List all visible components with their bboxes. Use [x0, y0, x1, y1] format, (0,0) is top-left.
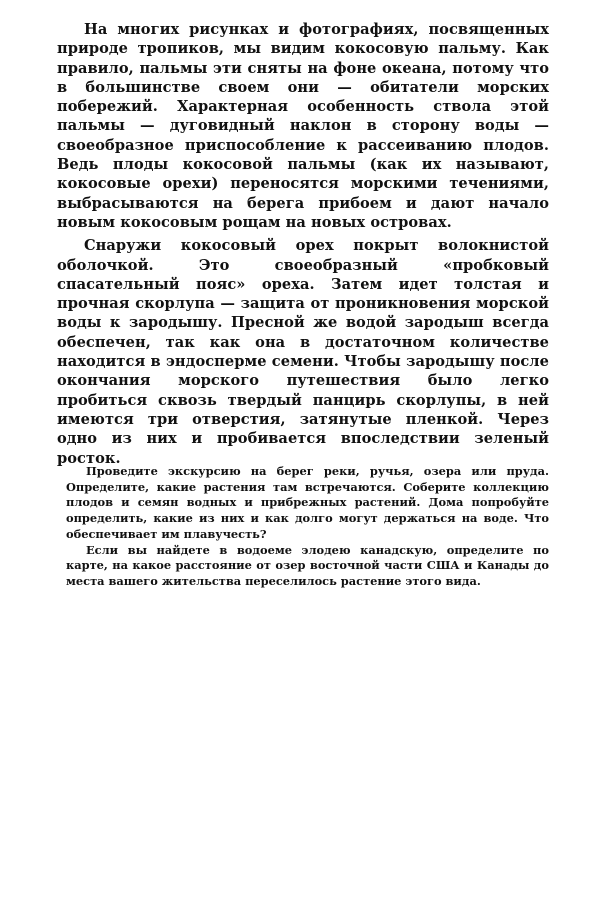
assignment-block — [66, 464, 549, 590]
assignment-elodea: Если вы найдете в водоеме элодею канадскую, определите по карте, на какое расстояние от озер восточной части США и Канады до места вашего жительства переселилось растение этого вида. — [66, 542, 549, 588]
main-text-block — [57, 20, 549, 468]
paragraph-coconut-structure: Снаружи кокосовый орех покрыт волокнистой оболочкой. Это своеобразный «пробковый спасательный пояс» ореха. Затем идет толстая и прочная скорлупа — защита от проникновения морской воды к зародышу. Пресной же водой зародыш всегда обеспечен, так как она в достаточном количестве находится в эндосперме семени. Чтобы зародышу после окончания морского путешествия было легко пробиться сквозь твердый панцирь скорлупы, в ней имеются три отверстия, затянутые пленкой. Через одно из них и пробивается впоследствии зеленый росток. — [57, 237, 549, 467]
paragraph-coconut-palm: На многих рисунках и фотографиях, посвященных природе тропиков, мы видим кокосовую пальму. Как правило, пальмы эти сняты на фоне океана, потому что в большинстве своем они — обитатели морских побережий. Характерная особенность ствола этой пальмы — дуговидный наклон в сторону воды — своеобразное приспособление к рассеиванию плодов. Ведь плоды кокосовой пальмы (как их называют, кокосовые орехи) переносятся морскими течениями, выбрасываются на берега прибоем и дают начало новым кокосовым рощам на новых островах. — [57, 21, 549, 231]
assignment-excursion: Проведите экскурсию на берег реки, ручья, озера или пруда. Определите, какие растения там встречаются. Соберите коллекцию плодов и семян водных и прибрежных растений. Дома попробуйте определить, какие из них и как долго могут держаться на воде. Что обеспечивает им плавучесть? — [66, 464, 549, 541]
